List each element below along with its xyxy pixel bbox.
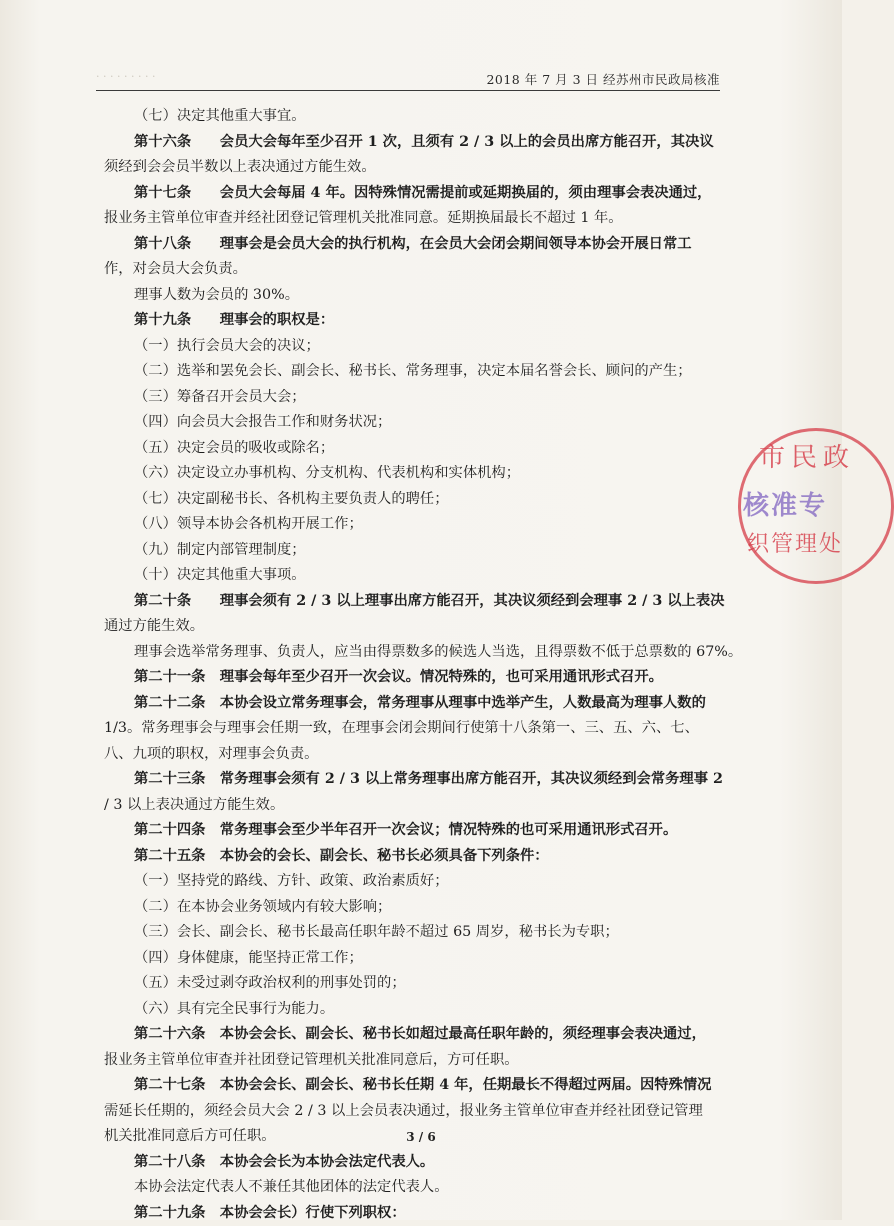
text-line: 通过方能生效。 [104, 614, 724, 640]
list-item: （七）决定副秘书长、各机构主要负责人的聘任； [104, 487, 724, 513]
article-line: 第十八条 理事会是会员大会的执行机构，在会员大会闭会期间领导本协会开展日常工 [104, 232, 724, 258]
list-item: （三）会长、副会长、秘书长最高任职年龄不超过 65 周岁，秘书长为专职； [104, 920, 724, 946]
article-line: 第二十八条 本协会会长为本协会法定代表人。 [104, 1150, 724, 1176]
article-line: 第二十条 理事会须有 2 / 3 以上理事出席方能召开，其决议须经到会理事 2 / 3 以上表决 [104, 589, 724, 615]
list-item: （十）决定其他重大事项。 [104, 563, 724, 589]
text-line: 需延长任期的，须经会员大会 2 / 3 以上会员表决通过，报业务主管单位审查并经社团登记管理 [104, 1099, 724, 1125]
list-item: （四）向会员大会报告工作和财务状况； [104, 410, 724, 436]
text-line: 理事会选举常务理事、负责人，应当由得票数多的候选人当选，且得票数不低于总票数的 67%。 [104, 640, 724, 666]
list-item: （二）在本协会业务领域内有较大影响； [104, 895, 724, 921]
article-line: 第二十三条 常务理事会须有 2 / 3 以上常务理事出席方能召开，其决议须经到会常务理事 2 [104, 767, 724, 793]
article-line: 第十九条 理事会的职权是： [104, 308, 724, 334]
article-line: 第二十五条 本协会的会长、副会长、秘书长必须具备下列条件： [104, 844, 724, 870]
page-header [96, 68, 720, 88]
list-item: （一）坚持党的路线、方针、政策、政治素质好； [104, 869, 724, 895]
list-item: （九）制定内部管理制度； [104, 538, 724, 564]
list-item: （一）执行会员大会的决议； [104, 334, 724, 360]
text-line: （七）决定其他重大事宜。 [104, 104, 724, 130]
list-item: （六）决定设立办事机构、分支机构、代表机构和实体机构； [104, 461, 724, 487]
text-line: 作，对会员大会负责。 [104, 257, 724, 283]
article-line: 第二十六条 本协会会长、副会长、秘书长如超过最高任职年龄的，须经理事会表决通过， [104, 1022, 724, 1048]
red-seal-stamp [738, 428, 894, 584]
text-line: 报业务主管单位审查并经社团登记管理机关批准同意。延期换届最长不超过 1 年。 [104, 206, 724, 232]
list-item: （六）具有完全民事行为能力。 [104, 997, 724, 1023]
article-line: 第二十二条 本协会设立常务理事会，常务理事从理事中选举产生，人数最高为理事人数的 [104, 691, 724, 717]
text-line: 须经到会会员半数以上表决通过方能生效。 [104, 155, 724, 181]
list-item: （二）选举和罢免会长、副会长、秘书长、常务理事，决定本届名誉会长、顾问的产生； [104, 359, 724, 385]
article-line: 第二十四条 常务理事会至少半年召开一次会议；情况特殊的也可采用通讯形式召开。 [104, 818, 724, 844]
text-line: 1/3。常务理事会与理事会任期一致，在理事会闭会期间行使第十八条第一、三、五、六、七、 [104, 716, 724, 742]
header-faint-marks: · · · · · · · · · [96, 70, 155, 83]
text-line: 本协会法定代表人不兼任其他团体的法定代表人。 [104, 1175, 724, 1201]
list-item: （四）身体健康，能坚持正常工作； [104, 946, 724, 972]
text-line: 八、九项的职权，对理事会负责。 [104, 742, 724, 768]
list-item: （五）决定会员的吸收或除名； [104, 436, 724, 462]
article-line: 第二十九条 本协会会长）行使下列职权： [104, 1201, 724, 1226]
header-divider [96, 90, 720, 91]
article-line: 第十七条 会员大会每届 4 年。因特殊情况需提前或延期换届的，须由理事会表决通过， [104, 181, 724, 207]
text-line: 报业务主管单位审查并社团登记管理机关批准同意后，方可任职。 [104, 1048, 724, 1074]
list-item: （三）筹备召开会员大会； [104, 385, 724, 411]
seal-text-bottom: 织管理处 [747, 527, 843, 558]
article-line: 第二十一条 理事会每年至少召开一次会议。情况特殊的，也可采用通讯形式召开。 [104, 665, 724, 691]
text-line: / 3 以上表决通过方能生效。 [104, 793, 724, 819]
article-line: 第十六条 会员大会每年至少召开 1 次，且须有 2 / 3 以上的会员出席方能召开，其决议 [104, 130, 724, 156]
text-line: 理事人数为会员的 30%。 [104, 283, 724, 309]
header-approval-note: 2018 年 7 月 3 日 经苏州市民政局核准 [486, 70, 720, 88]
article-line: 第二十七条 本协会会长、副会长、秘书长任期 4 年，任期最长不得超过两届。因特殊情况 [104, 1073, 724, 1099]
document-body [104, 104, 724, 1226]
text-line: 机关批准同意后方可任职。 [104, 1124, 724, 1150]
list-item: （五）未受过剥夺政治权利的刑事处罚的； [104, 971, 724, 997]
page-number: 3 / 6 [0, 1130, 842, 1144]
list-item: （八）领导本协会各机构开展工作； [104, 512, 724, 538]
seal-text-top: 市民政 [759, 437, 855, 474]
seal-text-middle: 核准专 [743, 485, 827, 522]
